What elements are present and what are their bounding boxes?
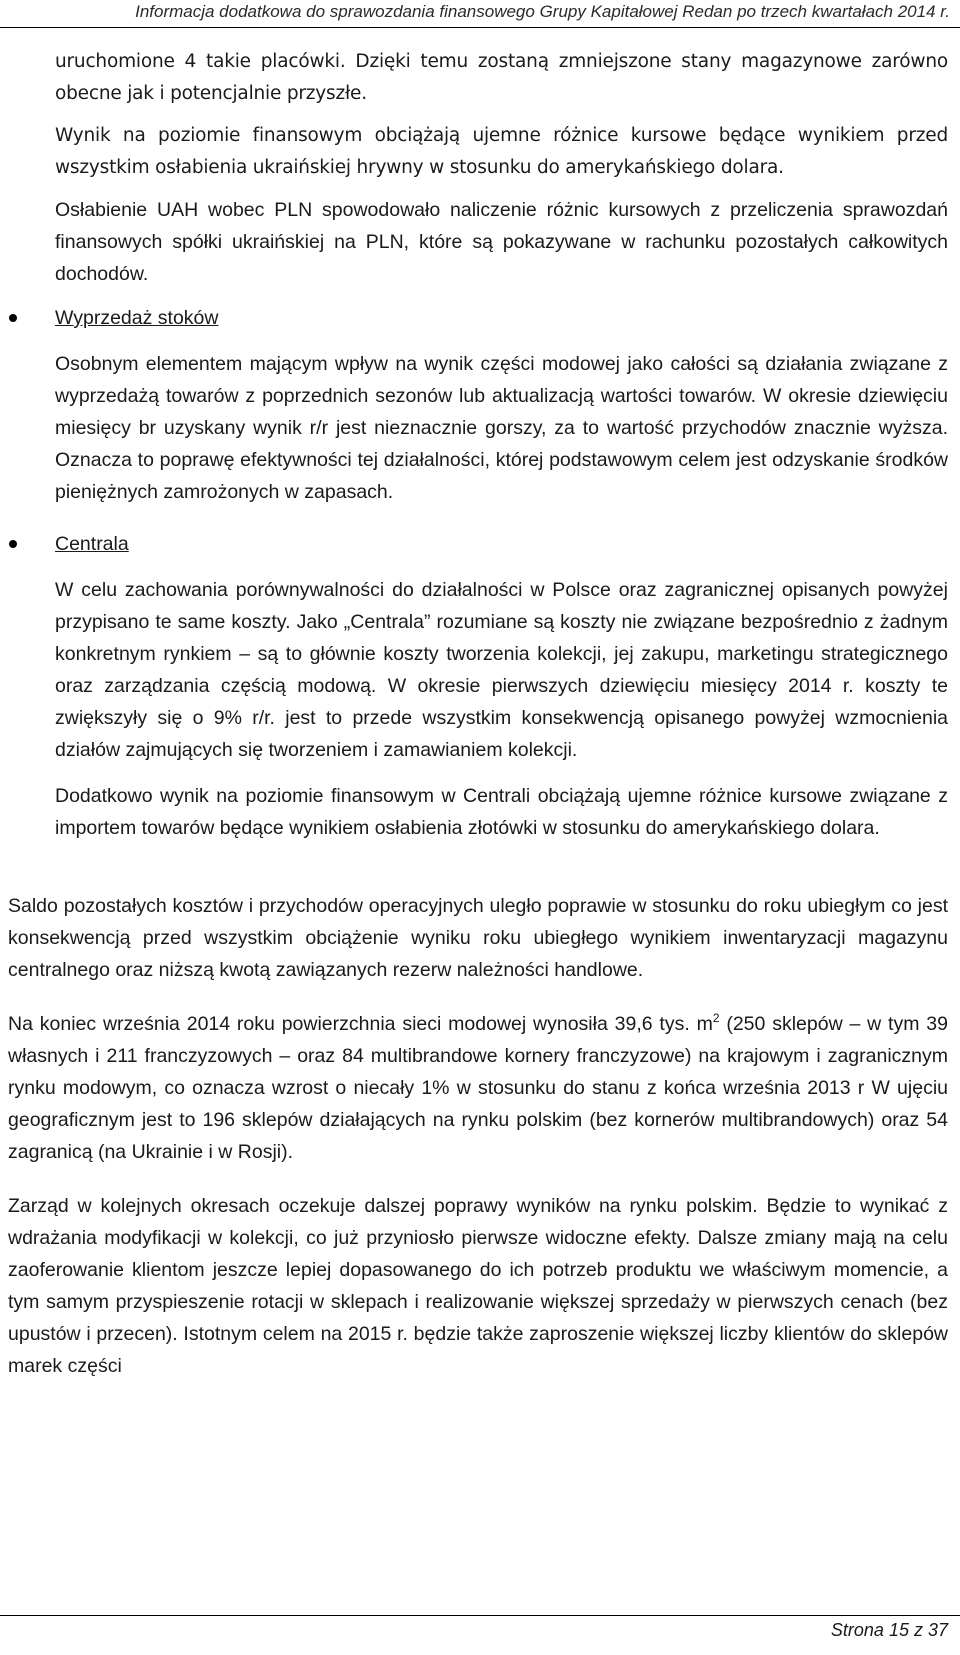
paragraph-wyprzedaz: Osobnym elementem mającym wpływ na wynik części modowej jako całości są działania związane z wyprzedażą towarów z poprzednich sezonów lub aktualizacją wartości towarów. W okresie dziewięciu miesięcy br uzyskany wynik r/r jest nieznacznie gorszy, za to wartość przychodów znacznie wyższa. Oznacza to poprawę efektywności tej działalności, której podstawowym celem jest odzyskanie środków pieniężnych zamrożonych w zapasach. bbox=[55, 353, 948, 503]
bullet-centrala bbox=[55, 528, 948, 560]
paragraph-saldo-kosztow: Saldo pozostałych kosztów i przychodów operacyjnych uległo poprawie w stosunku do roku ubiegłym co jest konsekwencją przed wszystkim obciążenie wyniku roku ubiegłego wynikiem inwentaryzacji magazynu centralnego oraz niższą kwotą zawiązanych rezerw należności handlowe. bbox=[8, 895, 948, 981]
bullet-icon bbox=[9, 540, 17, 548]
paragraph-placowki: uruchomione 4 takie placówki. Dzięki temu zostaną zmniejszone stany magazynowe zarówno obecne jak i potencjalnie przyszłe. bbox=[55, 51, 948, 104]
page-number: Strona 15 z 37 bbox=[830, 1620, 948, 1640]
document-body bbox=[8, 46, 948, 1382]
paragraph-powierzchnia-sieci bbox=[8, 1008, 948, 1168]
paragraph-centrala-koszty: W celu zachowania porównywalności do działalności w Polsce oraz zagranicznej opisanych powyżej przypisano te same koszty. Jako „Centrala” rozumiane są koszty nie związane bezpośrednio z żadnym konkretnym rynkiem – są to głównie koszty tworzenia kolekcji, jej zakupu, marketingu strategicznego oraz zarządzania częścią modową. W okresie pierwszych dziewięciu miesięcy 2014 r. koszty te zwiększyły się o 9% r/r. jest to przede wszystkim konsekwencją opisanego powyżej wzmocnienia działów zajmujących się tworzeniem i zamawianiem kolekcji. bbox=[55, 579, 948, 761]
paragraph-oslabienie-uah: Osłabienie UAH wobec PLN spowodowało naliczenie różnic kursowych z przeliczenia sprawozdań finansowych spółki ukraińskiej na PLN, które są pokazywane w rachunku pozostałych całkowitych dochodów. bbox=[55, 199, 948, 285]
superscript-2: 2 bbox=[712, 1011, 720, 1025]
bullet-wyprzedaz-stokow bbox=[55, 302, 948, 334]
section-heading-centrala: Centrala bbox=[55, 533, 129, 555]
footer-divider bbox=[0, 1615, 960, 1616]
header-divider bbox=[0, 27, 960, 28]
page-header: Informacja dodatkowa do sprawozdania finansowego Grupy Kapitałowej Redan po trzech kwartałach 2014 r. bbox=[135, 2, 950, 21]
powierzchnia-text-start: Na koniec września 2014 roku powierzchnia sieci modowej wynosiła 39,6 tys. m bbox=[8, 1013, 713, 1035]
section-heading-wyprzedaz: Wyprzedaż stoków bbox=[55, 307, 219, 329]
paragraph-wynik-finansowy: Wynik na poziomie finansowym obciążają ujemne różnice kursowe będące wynikiem przed wszystkim osłabienia ukraińskiej hrywny w stosunku do amerykańskiego dolara. bbox=[55, 125, 948, 178]
paragraph-zarzad: Zarząd w kolejnych okresach oczekuje dalszej poprawy wyników na rynku polskim. Będzie to wynikać z wdrażania modyfikacji w kolekcji, co już przyniosło pierwsze widoczne efekty. Dalsze zmiany mają na celu zaoferowanie klientom jeszcze lepiej dopasowanego do ich potrzeb produktu we właściwym momencie, a tym samym przyspieszenie rotacji w sklepach i realizowanie większej sprzedaży w pierwszych cenach (bez upustów i przecen). Istotnym celem na 2015 r. będzie także zaproszenie większej liczby klientów do sklepów marek części bbox=[8, 1195, 948, 1377]
powierzchnia-text-end: (250 sklepów – w tym 39 własnych i 211 franczyzowych – oraz 84 multibrandowe kornery franczyzowe) na krajowym i zagranicznym rynku modowym, co oznacza wzrost o niecały 1% w stosunku do stanu z końca września 2013 r W ujęciu geograficznym jest to 196 sklepów działających na rynku polskim (bez kornerów multibrandowych) oraz 54 zagranicą (na Ukrainie i w Rosji). bbox=[8, 1013, 948, 1163]
bullet-icon bbox=[9, 314, 17, 322]
paragraph-centrala-kursowe: Dodatkowo wynik na poziomie finansowym w Centrali obciążają ujemne różnice kursowe związane z importem towarów będące wynikiem osłabienia złotówki w stosunku do amerykańskiego dolara. bbox=[55, 785, 948, 839]
